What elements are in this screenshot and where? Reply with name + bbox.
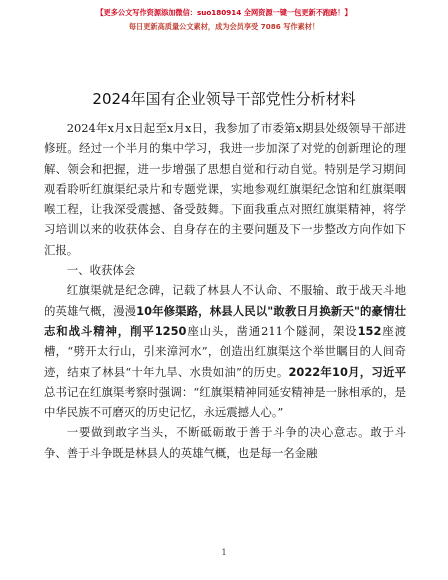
paragraph-text: 座山头，凿通211个隧洞，架设 bbox=[186, 323, 358, 338]
bold-text: 152 bbox=[357, 323, 382, 338]
bold-text: 10年修渠路，林县人民以"敢教日月换新天"的豪情壮志和战斗精神，削平1250 bbox=[44, 303, 406, 338]
intro-paragraph: 2024年x月x日起至x月x日，我参加了市委第x期县处级领导干部进修班。经过一个半月的集中学习，我进一步加深了对党的创新理论的理解、领会和把握，进一步增强了思想自觉和行动自觉。特别是学习期间观看聆听红旗渠纪录片和专题党课，实地参观红旗渠纪念馆和红旗渠咽喉工程，让我深受震撼、备受鼓舞。下面我重点对照红旗渠精神，将学习培训以来的收获体会、自身存在的主要问题及下一步整改方向作如下汇报。 bbox=[44, 121, 406, 257]
bold-text: 2022年10月，习近平 bbox=[288, 364, 406, 379]
page-number: 1 bbox=[221, 548, 227, 557]
promo-banner-line1: 【更多公文写作资源添加微信：suo180914 全网资源一键一包更新不跑路！】 bbox=[96, 8, 352, 17]
document-body bbox=[44, 118, 406, 463]
paragraph-text: 总书记在红旗渠考察时强调：“红旗渠精神同延安精神是一脉相承的，是中华民族不可磨灭的历史记忆，永远震撼人心。” bbox=[44, 384, 406, 420]
section-heading-text: 一、收获体会 bbox=[66, 263, 136, 278]
paragraph-text: 红旗渠就是纪念碑，记载了林县人不认命、不服输、敢于战天斗地的英雄气概，漫漫 bbox=[44, 283, 406, 318]
section-1-paragraph-2: 一要做到敢字当头，不断砥砺敢于善于斗争的决心意志。敢于斗争、善于斗争既是林县人的英雄气概，也是每一名金融 bbox=[44, 425, 406, 460]
section-heading-1 bbox=[44, 260, 406, 280]
promo-banner-line2: 每日更新高质量公文素材，成为会员享受 7086 写作素材！ bbox=[128, 22, 320, 31]
paragraph-text: 座渡槽，“劈开太行山，引来漳河水”，创造出红旗渠这个举世瞩目的人间奇迹，结束了林县“十年九旱、水贵如油”的历史。 bbox=[44, 323, 406, 379]
section-1-paragraph bbox=[44, 280, 406, 422]
promo-banner bbox=[0, 6, 448, 34]
document-title: 2024年国有企业领导干部党性分析材料 bbox=[92, 90, 356, 108]
